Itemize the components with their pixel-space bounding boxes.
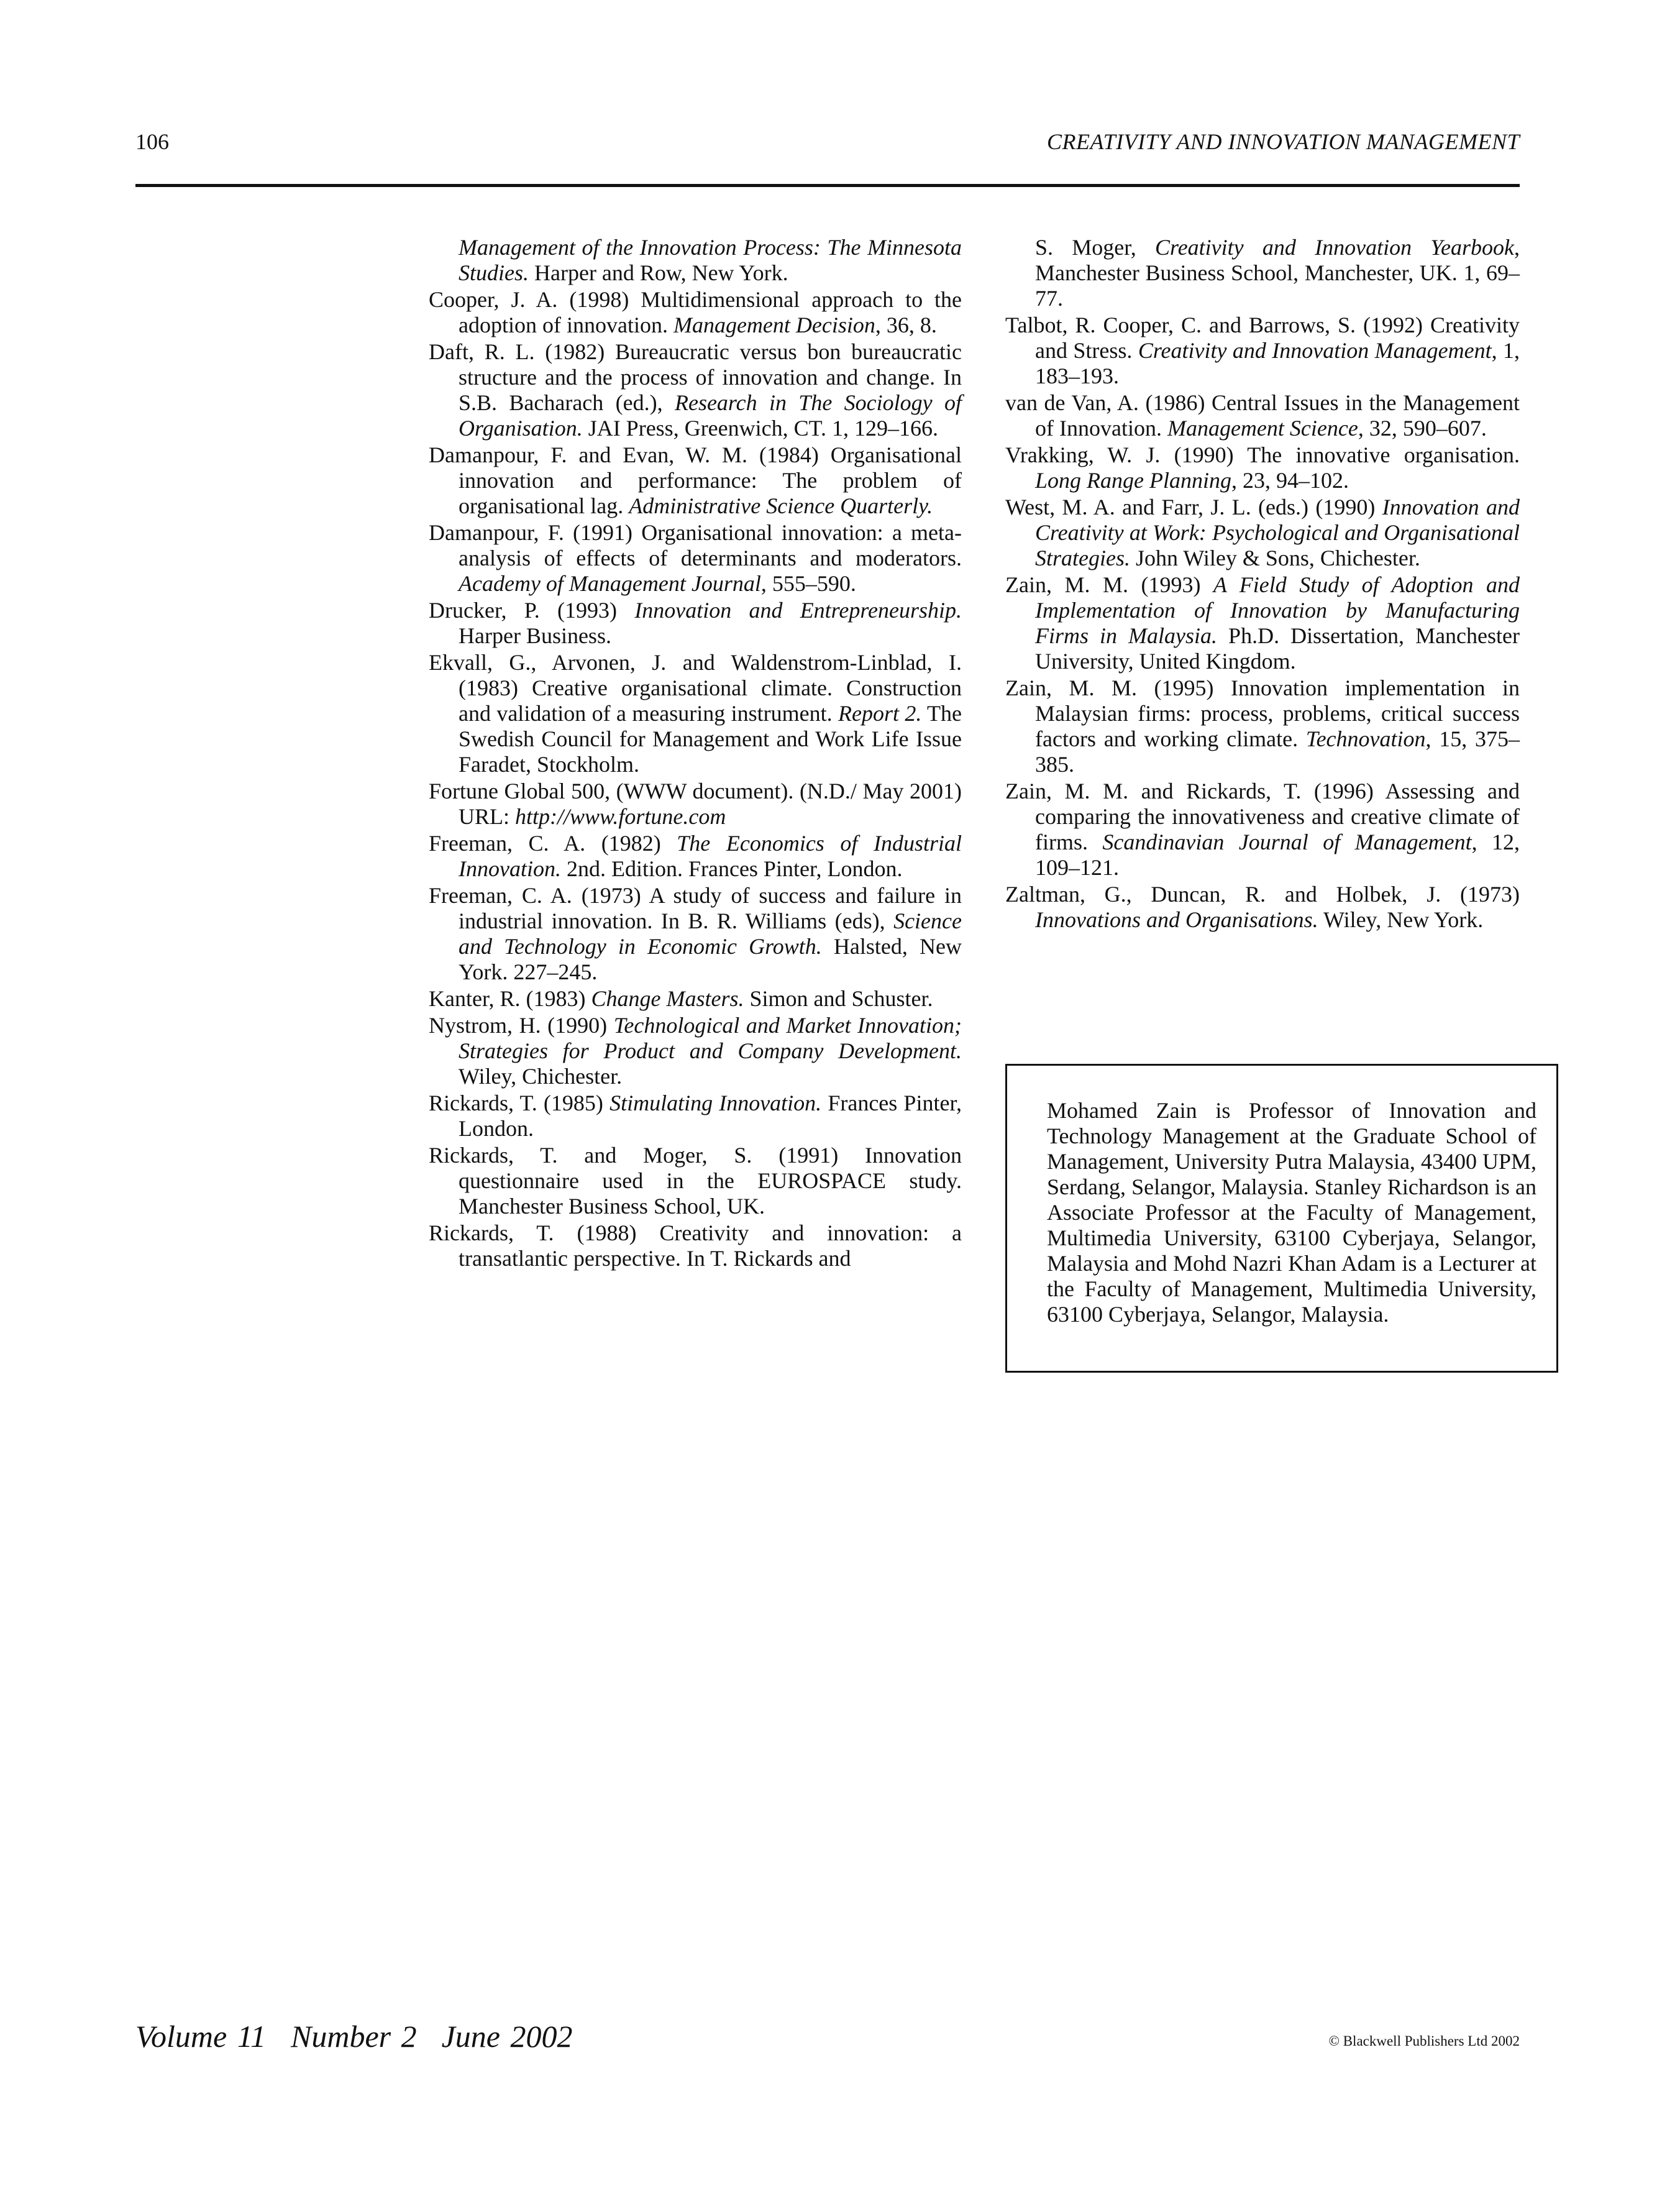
reference-text-segment: , 36, 8. <box>875 313 937 337</box>
footer-date: June 2002 <box>441 2019 573 2054</box>
reference-text-segment: , 32, 590–607. <box>1358 416 1487 441</box>
reference-text-segment: Zain, M. M. and Rickards, T. (1996) Assessing and comparing the innovativeness and creative climate of firms. <box>1005 779 1520 854</box>
reference-entry <box>429 1091 962 1142</box>
reference-entry <box>429 520 962 597</box>
reference-text-segment: The Swedish Council for Management and Work Life Issue Faradet, Stockholm. <box>459 701 962 777</box>
reference-text-segment: Zaltman, G., Duncan, R. and Holbek, J. (1973) <box>1005 882 1520 907</box>
reference-entry <box>429 235 962 286</box>
reference-title-segment: Scandinavian Journal of Management <box>1102 830 1472 854</box>
reference-entry <box>1005 495 1520 571</box>
reference-text-segment: Halsted, New York. 227–245. <box>459 934 962 984</box>
reference-title-segment: Academy of Management Journal <box>459 571 761 596</box>
reference-text-segment: JAI Press, Greenwich, CT. 1, 129–166. <box>582 416 938 441</box>
header-rule <box>135 184 1520 187</box>
reference-text-segment: , 15, 375–385. <box>1035 726 1520 777</box>
reference-title-segment: The Economics of Industrial Innovation. <box>459 831 962 881</box>
reference-text-segment: Vrakking, W. J. (1990) The innovative organisation. <box>1005 442 1520 467</box>
reference-text-segment: 2nd. Edition. Frances Pinter, London. <box>560 856 903 881</box>
reference-text-segment: Damanpour, F. (1991) Organisational innovation: a meta-analysis of effects of determinants and moderators. <box>429 520 962 570</box>
reference-text-segment: , 23, 94–102. <box>1231 468 1349 493</box>
reference-entry <box>1005 442 1520 493</box>
reference-title-segment: Management Science <box>1167 416 1358 441</box>
reference-entry <box>429 287 962 338</box>
reference-title-segment: Innovation and Entrepreneurship. <box>634 598 962 623</box>
reference-text-segment: West, M. A. and Farr, J. L. (eds.) (1990) <box>1005 495 1382 519</box>
reference-text-segment: Zain, M. M. (1993) <box>1005 572 1213 597</box>
footer-copyright: © Blackwell Publishers Ltd 2002 <box>1328 2033 1520 2049</box>
reference-title-segment: Stimulating Innovation. <box>609 1091 822 1115</box>
reference-text-segment: Talbot, R. Cooper, C. and Barrows, S. (1992) Creativity and Stress. <box>1005 313 1520 363</box>
reference-entry <box>429 1013 962 1089</box>
reference-entry <box>429 1220 962 1271</box>
reference-title-segment: Innovation and Creativity at Work: Psychological and Organisational Strategies. <box>1035 495 1520 570</box>
reference-entry <box>429 883 962 985</box>
reference-text-segment: Ph.D. Dissertation, Manchester University, United Kingdom. <box>1035 623 1520 674</box>
reference-entry <box>429 986 962 1012</box>
footer-volume-info <box>135 2018 597 2055</box>
reference-text-segment: Freeman, C. A. (1973) A study of success and failure in industrial innovation. In B. R. Williams (eds), <box>429 883 962 933</box>
reference-text-segment: Cooper, J. A. (1998) Multidimensional approach to the adoption of innovation. <box>429 287 962 337</box>
reference-text-segment: Rickards, T. (1985) <box>429 1091 610 1115</box>
reference-text-segment: Rickards, T. (1988) Creativity and innovation: a transatlantic perspective. In T. Rickards and <box>429 1220 962 1271</box>
page-number: 106 <box>135 129 169 154</box>
reference-text-segment: Drucker, P. (1993) <box>429 598 635 623</box>
reference-entry <box>1005 313 1520 389</box>
reference-title-segment: Management of the Innovation Process: The Minnesota Studies. <box>459 235 962 285</box>
reference-text-segment: Wiley, Chichester. <box>459 1064 623 1089</box>
author-bio-box <box>1005 1064 1558 1373</box>
reference-text-segment: , 555–590. <box>760 571 856 596</box>
journal-title: CREATIVITY AND INNOVATION MANAGEMENT <box>1046 129 1520 154</box>
footer-number: Number 2 <box>290 2019 417 2054</box>
reference-title-segment: Administrative Science Quarterly. <box>629 493 933 518</box>
reference-entry <box>1005 779 1520 881</box>
reference-entry <box>1005 572 1520 674</box>
reference-text-segment: Zain, M. M. (1995) Innovation implementation in Malaysian firms: process, problems, critical success factors and working climate. <box>1005 675 1520 751</box>
reference-entry <box>429 650 962 777</box>
reference-text-segment: Simon and Schuster. <box>744 986 933 1011</box>
reference-text-segment: Frances Pinter, London. <box>459 1091 962 1141</box>
reference-entry <box>1005 235 1520 311</box>
reference-title-segment: Science and Technology in Economic Growth. <box>459 908 962 959</box>
reference-text-segment: S. Moger, <box>1035 235 1156 260</box>
reference-text-segment: Kanter, R. (1983) <box>429 986 591 1011</box>
reference-title-segment: Technovation <box>1305 726 1426 751</box>
reference-text-segment: Nystrom, H. (1990) <box>429 1013 614 1038</box>
reference-title-segment: Technological and Market Innovation; Strategies for Product and Company Development. <box>459 1013 962 1063</box>
reference-entry <box>429 598 962 649</box>
reference-text-segment: Damanpour, F. and Evan, W. M. (1984) Organisational innovation and performance: The problem of organisational lag. <box>429 442 962 518</box>
reference-entry <box>429 339 962 441</box>
reference-title-segment: Creativity and Innovation Yearbook <box>1155 235 1514 260</box>
reference-text-segment: Freeman, C. A. (1982) <box>429 831 677 856</box>
reference-text-segment: Fortune Global 500, (WWW document). (N.D./ May 2001) URL: <box>429 779 962 829</box>
reference-title-segment: Change Masters. <box>591 986 744 1011</box>
reference-text-segment: , Manchester Business School, Manchester, UK. 1, 69–77. <box>1035 235 1520 311</box>
reference-entry <box>1005 675 1520 777</box>
reference-text-segment: Wiley, New York. <box>1318 907 1484 932</box>
reference-text-segment: , 12, 109–121. <box>1035 830 1520 880</box>
reference-title-segment: Innovations and Organisations. <box>1035 907 1318 932</box>
reference-text-segment: Harper and Row, New York. <box>529 260 788 285</box>
reference-text-segment: Harper Business. <box>459 623 611 648</box>
reference-text-segment: , 1, 183–193. <box>1035 338 1520 388</box>
reference-entry <box>429 831 962 882</box>
reference-entry <box>1005 882 1520 933</box>
reference-entry <box>429 1143 962 1219</box>
reference-title-segment: A Field Study of Adoption and Implementation of Innovation by Manufacturing Firms in Malaysia. <box>1035 572 1520 648</box>
reference-text-segment: Daft, R. L. (1982) Bureaucratic versus bon bureaucratic structure and the process of innovation and change. In S.B. Bacharach (ed.), <box>429 339 962 415</box>
reference-entry <box>429 442 962 519</box>
reference-title-segment: Creativity and Innovation Management <box>1138 338 1492 363</box>
author-bio-text: Mohamed Zain is Professor of Innovation and Technology Management at the Graduate School of Management, University Putra Malaysia, 43400 UPM, Serdang, Selangor, Malaysia. Stanley Richardson is an Associate Professor at the Faculty of Management, Multimedia University, 63100 Cyberjaya, Selangor, Malaysia and Mohd Nazri Khan Adam is a Lecturer at the Faculty of Management, Multimedia University, 63100 Cyberjaya, Selangor, Malaysia. <box>1047 1098 1536 1327</box>
reference-text-segment: Rickards, T. and Moger, S. (1991) Innovation questionnaire used in the EUROSPACE study. Manchester Business School, UK. <box>429 1143 962 1219</box>
references-right-column <box>1005 235 1520 934</box>
reference-title-segment: Long Range Planning <box>1035 468 1231 493</box>
reference-title-segment: Report 2. <box>838 701 922 726</box>
reference-text-segment: John Wiley & Sons, Chichester. <box>1130 546 1420 570</box>
references-left-column <box>429 235 962 1273</box>
reference-title-segment: Management Decision <box>673 313 875 337</box>
reference-entry <box>1005 390 1520 441</box>
footer-volume: Volume 11 <box>135 2019 266 2054</box>
reference-entry <box>429 779 962 830</box>
reference-title-segment: http://www.fortune.com <box>515 804 726 829</box>
reference-text-segment: van de Van, A. (1986) Central Issues in the Management of Innovation. <box>1005 390 1520 441</box>
reference-title-segment: Research in The Sociology of Organisation. <box>459 390 962 441</box>
reference-text-segment: Ekvall, G., Arvonen, J. and Waldenstrom-Linblad, I. (1983) Creative organisational climate. Construction and validation of a measuring instrument. <box>429 650 962 726</box>
